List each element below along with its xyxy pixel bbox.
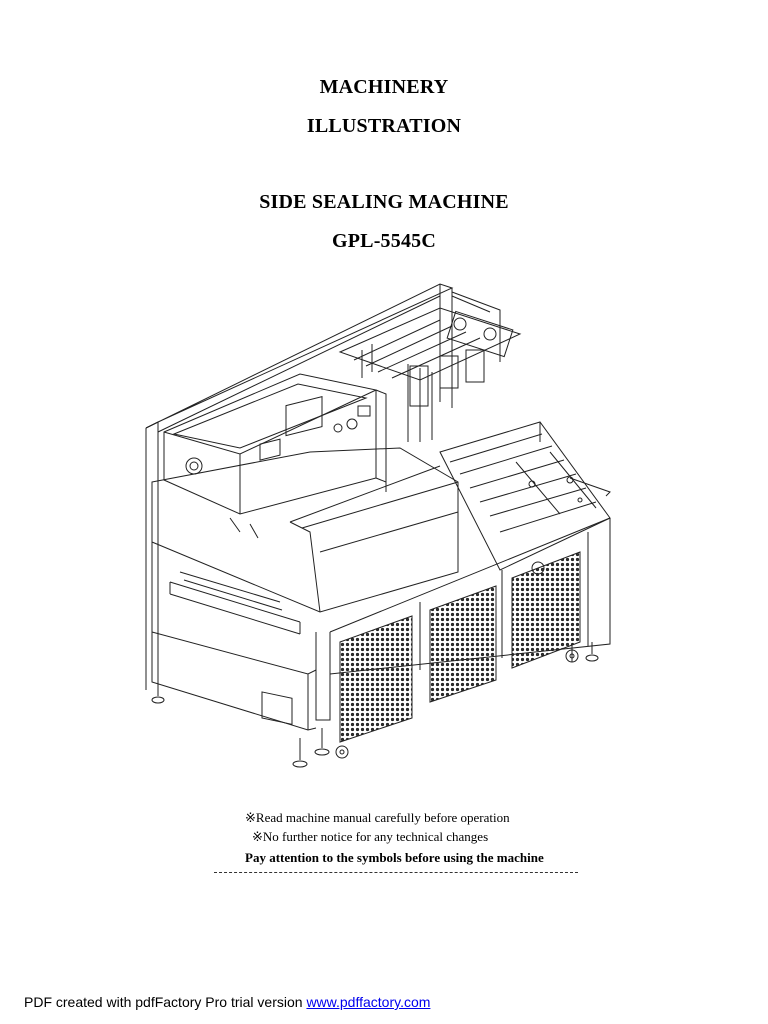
title-machinery: MACHINERY <box>319 76 449 98</box>
title-model-number: GPL-5545C <box>331 230 437 252</box>
note-no-further-notice: ※No further notice for any technical changes <box>252 829 489 844</box>
note-pay-attention-symbols: Pay attention to the symbols before using the machine <box>245 850 544 865</box>
pdffactory-link[interactable]: www.pdffactory.com <box>306 994 431 1010</box>
footer-pdf-notice <box>24 994 430 1010</box>
title-machine-name: SIDE SEALING MACHINE <box>259 191 509 213</box>
side-sealing-machine-drawing-icon <box>140 282 620 782</box>
dashed-divider <box>214 872 578 873</box>
footer-prefix-text: PDF created with pdfFactory Pro trial version <box>24 994 307 1010</box>
note-read-manual: ※Read machine manual carefully before operation <box>245 810 510 825</box>
title-illustration: ILLUSTRATION <box>306 115 462 137</box>
